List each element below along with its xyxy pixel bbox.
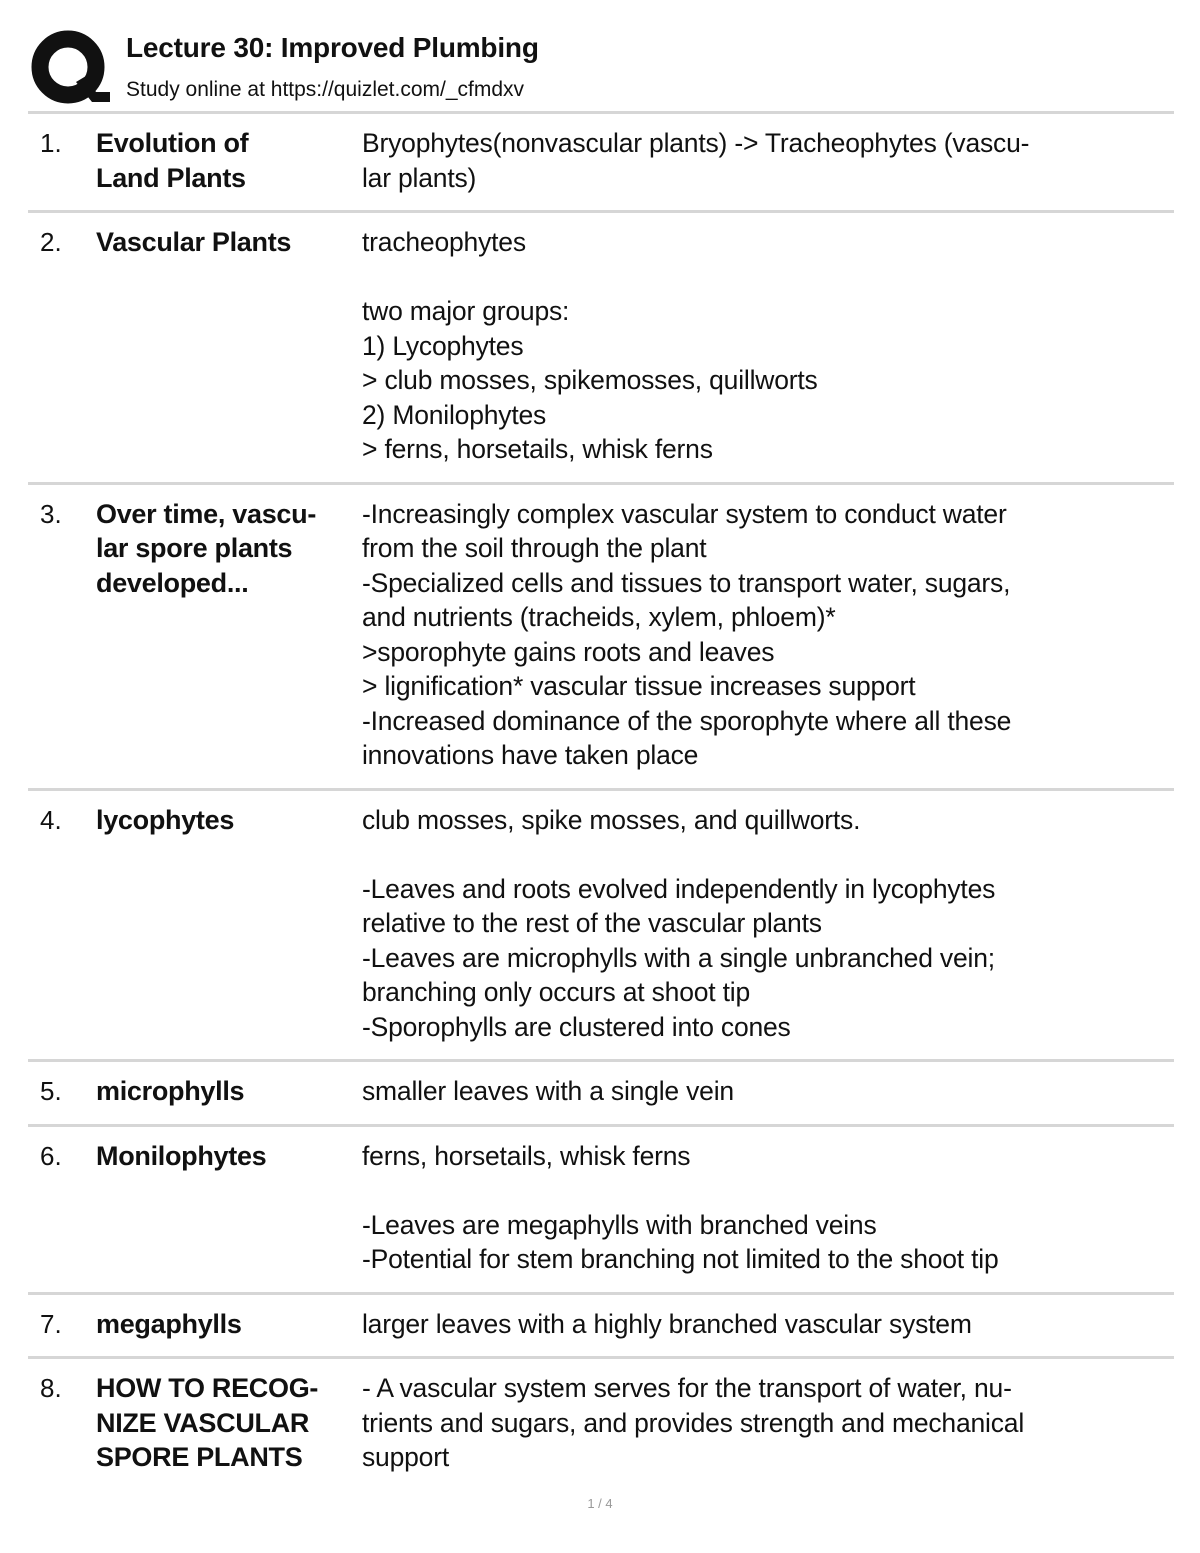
definition-paragraph: -Leaves are megaphylls with branched veins -Potential for stem branching not limited to the shoot tip xyxy=(362,1209,999,1274)
flashcard-row xyxy=(28,114,1174,213)
flashcard-row xyxy=(28,1062,1174,1127)
card-term: HOW TO RECOG- NIZE VASCULAR SPORE PLANTS xyxy=(96,1373,319,1472)
definition-paragraph: club mosses, spike mosses, and quillworts. xyxy=(362,804,861,835)
definition-paragraph: larger leaves with a highly branched vascular system xyxy=(362,1308,972,1339)
card-number: 5. xyxy=(40,1076,62,1106)
flashcard-row xyxy=(28,791,1174,1063)
flashcard-row xyxy=(28,1295,1174,1360)
flashcard-row xyxy=(28,1127,1174,1295)
flashcard-row xyxy=(28,1359,1174,1490)
card-term: Over time, vascu- lar spore plants developed... xyxy=(96,498,317,598)
study-online-link[interactable]: Study online at https://quizlet.com/_cfmdxv xyxy=(126,78,525,101)
definition-paragraph: -Increasingly complex vascular system to conduct water from the soil through the plant -Specialized cells and tissues to transport water, sugars, and nutrients (tracheids, xylem, phloem)* >sporophyte gains roots and leaves > lignification* vascular tissue increases support -Increased dominance of the sporophyte where all these innovations have taken place xyxy=(362,498,1012,770)
flashcard-row xyxy=(28,485,1174,791)
definition-paragraph: Bryophytes(nonvascular plants) -> Tracheophytes (vascu- lar plants) xyxy=(362,128,1030,193)
definition-paragraph: - A vascular system serves for the transport of water, nu- trients and sugars, and provides strength and mechanical support xyxy=(362,1373,1025,1472)
card-term: lycophytes xyxy=(96,804,235,835)
quizlet-logo-icon xyxy=(30,30,110,110)
card-definition xyxy=(362,1139,1174,1277)
card-term: megaphylls xyxy=(96,1308,242,1339)
card-number: 8. xyxy=(40,1373,62,1403)
card-term: microphylls xyxy=(96,1076,245,1106)
page-title: Lecture 30: Improved Plumbing xyxy=(126,32,539,63)
page xyxy=(28,0,1174,1472)
flashcard-list xyxy=(28,114,1174,1490)
page-indicator: 1 / 4 xyxy=(587,1496,613,1511)
card-definition xyxy=(362,126,1174,195)
card-number: 2. xyxy=(40,227,62,257)
definition-paragraph: ferns, horsetails, whisk ferns xyxy=(362,1140,691,1171)
definition-paragraph: -Leaves and roots evolved independently in lycophytes relative to the rest of the vascular plants -Leaves are microphylls with a single unbranched vein; branching only occurs at shoot tip -Sporophylls are clustered into cones xyxy=(362,873,996,1042)
card-number: 4. xyxy=(40,804,62,835)
card-definition xyxy=(362,225,1174,467)
card-definition xyxy=(362,803,1174,1045)
flashcard-row xyxy=(28,213,1174,485)
card-definition xyxy=(362,1307,1174,1342)
card-number: 1. xyxy=(40,128,62,158)
card-term: Evolution of Land Plants xyxy=(96,128,249,193)
definition-paragraph: smaller leaves with a single vein xyxy=(362,1076,734,1106)
header xyxy=(28,0,1174,112)
card-number: 6. xyxy=(40,1140,62,1171)
definition-paragraph: tracheophytes xyxy=(362,227,526,257)
card-term: Vascular Plants xyxy=(96,227,292,257)
card-definition xyxy=(362,1371,1174,1475)
definition-paragraph: two major groups: 1) Lycophytes > club mosses, spikemosses, quillworts 2) Monilophytes > ferns, horsetails, whisk ferns xyxy=(362,296,818,464)
card-definition xyxy=(362,1074,1174,1109)
card-number: 3. xyxy=(40,498,62,529)
card-term: Monilophytes xyxy=(96,1140,267,1171)
card-number: 7. xyxy=(40,1308,62,1339)
card-definition xyxy=(362,497,1174,773)
